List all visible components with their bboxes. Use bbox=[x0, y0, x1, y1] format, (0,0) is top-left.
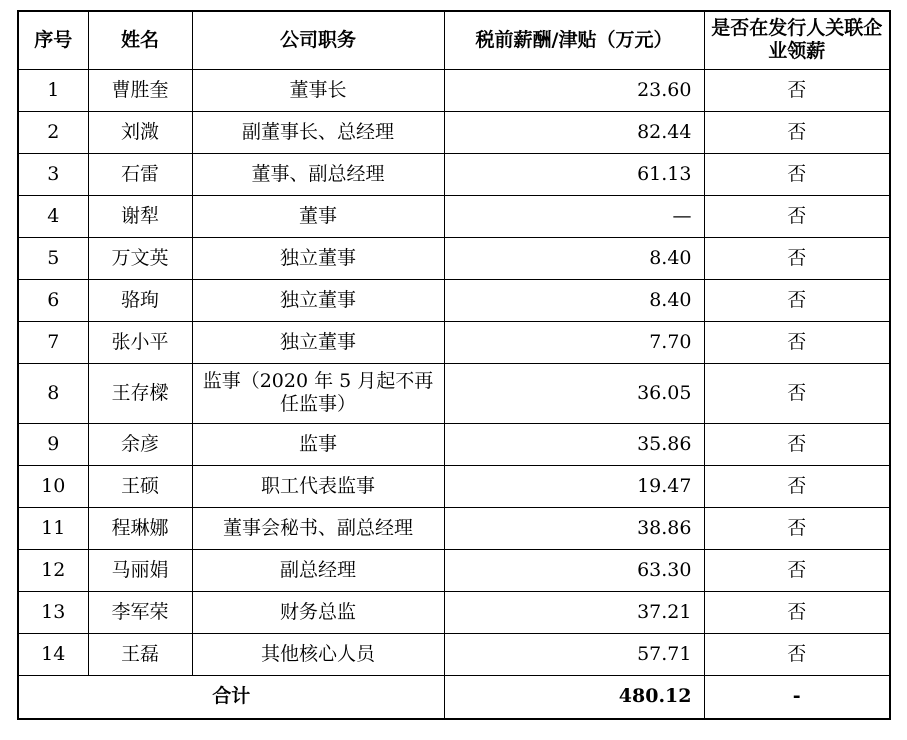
cell-name: 王硕 bbox=[88, 465, 192, 507]
cell-seq: 1 bbox=[18, 69, 88, 111]
cell-related-salary: 否 bbox=[704, 507, 890, 549]
table-row bbox=[18, 279, 890, 321]
cell-position: 董事 bbox=[192, 195, 444, 237]
cell-seq: 2 bbox=[18, 111, 88, 153]
header-name: 姓名 bbox=[88, 11, 192, 69]
cell-related-salary: 否 bbox=[704, 465, 890, 507]
cell-seq: 13 bbox=[18, 591, 88, 633]
cell-name: 李军荣 bbox=[88, 591, 192, 633]
cell-salary: 7.70 bbox=[444, 321, 704, 363]
cell-related-salary: 否 bbox=[704, 633, 890, 675]
cell-related-salary: 否 bbox=[704, 423, 890, 465]
cell-position: 职工代表监事 bbox=[192, 465, 444, 507]
cell-salary: 82.44 bbox=[444, 111, 704, 153]
cell-position: 独立董事 bbox=[192, 321, 444, 363]
cell-seq: 5 bbox=[18, 237, 88, 279]
cell-seq: 7 bbox=[18, 321, 88, 363]
header-related-salary: 是否在发行人关联企业领薪 bbox=[704, 11, 890, 69]
compensation-table bbox=[17, 10, 891, 720]
total-related: - bbox=[704, 675, 890, 719]
table-row bbox=[18, 111, 890, 153]
cell-related-salary: 否 bbox=[704, 237, 890, 279]
table-row bbox=[18, 507, 890, 549]
table-body bbox=[18, 69, 890, 675]
cell-name: 谢犁 bbox=[88, 195, 192, 237]
cell-seq: 11 bbox=[18, 507, 88, 549]
table-row bbox=[18, 591, 890, 633]
cell-salary: 19.47 bbox=[444, 465, 704, 507]
cell-name: 余彦 bbox=[88, 423, 192, 465]
cell-name: 王存樑 bbox=[88, 363, 192, 423]
header-row bbox=[18, 11, 890, 69]
table-row bbox=[18, 363, 890, 423]
cell-position: 独立董事 bbox=[192, 237, 444, 279]
cell-related-salary: 否 bbox=[704, 591, 890, 633]
cell-related-salary: 否 bbox=[704, 321, 890, 363]
cell-seq: 8 bbox=[18, 363, 88, 423]
cell-salary: 8.40 bbox=[444, 279, 704, 321]
cell-related-salary: 否 bbox=[704, 195, 890, 237]
cell-position: 董事会秘书、副总经理 bbox=[192, 507, 444, 549]
cell-salary: 8.40 bbox=[444, 237, 704, 279]
table-row bbox=[18, 465, 890, 507]
total-row bbox=[18, 675, 890, 719]
cell-seq: 4 bbox=[18, 195, 88, 237]
table-row bbox=[18, 321, 890, 363]
cell-name: 石雷 bbox=[88, 153, 192, 195]
cell-salary: — bbox=[444, 195, 704, 237]
cell-position: 监事（2020 年 5 月起不再任监事） bbox=[192, 363, 444, 423]
cell-position: 其他核心人员 bbox=[192, 633, 444, 675]
cell-position: 财务总监 bbox=[192, 591, 444, 633]
table-row bbox=[18, 423, 890, 465]
cell-salary: 57.71 bbox=[444, 633, 704, 675]
cell-salary: 23.60 bbox=[444, 69, 704, 111]
cell-related-salary: 否 bbox=[704, 153, 890, 195]
cell-seq: 10 bbox=[18, 465, 88, 507]
total-label: 合计 bbox=[18, 675, 444, 719]
cell-salary: 36.05 bbox=[444, 363, 704, 423]
cell-name: 曹胜奎 bbox=[88, 69, 192, 111]
cell-name: 刘溦 bbox=[88, 111, 192, 153]
cell-seq: 3 bbox=[18, 153, 88, 195]
table-row bbox=[18, 237, 890, 279]
cell-salary: 63.30 bbox=[444, 549, 704, 591]
cell-position: 副总经理 bbox=[192, 549, 444, 591]
cell-name: 王磊 bbox=[88, 633, 192, 675]
cell-salary: 37.21 bbox=[444, 591, 704, 633]
table-row bbox=[18, 633, 890, 675]
cell-salary: 38.86 bbox=[444, 507, 704, 549]
cell-seq: 14 bbox=[18, 633, 88, 675]
cell-seq: 6 bbox=[18, 279, 88, 321]
cell-related-salary: 否 bbox=[704, 549, 890, 591]
cell-salary: 61.13 bbox=[444, 153, 704, 195]
cell-name: 程琳娜 bbox=[88, 507, 192, 549]
cell-name: 张小平 bbox=[88, 321, 192, 363]
cell-position: 独立董事 bbox=[192, 279, 444, 321]
header-seq: 序号 bbox=[18, 11, 88, 69]
cell-name: 马丽娟 bbox=[88, 549, 192, 591]
cell-position: 监事 bbox=[192, 423, 444, 465]
table-row bbox=[18, 153, 890, 195]
table-row bbox=[18, 549, 890, 591]
total-salary: 480.12 bbox=[444, 675, 704, 719]
cell-related-salary: 否 bbox=[704, 111, 890, 153]
cell-related-salary: 否 bbox=[704, 69, 890, 111]
cell-name: 骆珣 bbox=[88, 279, 192, 321]
cell-seq: 9 bbox=[18, 423, 88, 465]
cell-seq: 12 bbox=[18, 549, 88, 591]
header-salary: 税前薪酬/津贴（万元） bbox=[444, 11, 704, 69]
cell-related-salary: 否 bbox=[704, 363, 890, 423]
table-row bbox=[18, 69, 890, 111]
cell-position: 董事、副总经理 bbox=[192, 153, 444, 195]
cell-salary: 35.86 bbox=[444, 423, 704, 465]
table-row bbox=[18, 195, 890, 237]
cell-name: 万文英 bbox=[88, 237, 192, 279]
cell-position: 副董事长、总经理 bbox=[192, 111, 444, 153]
cell-position: 董事长 bbox=[192, 69, 444, 111]
cell-related-salary: 否 bbox=[704, 279, 890, 321]
header-position: 公司职务 bbox=[192, 11, 444, 69]
